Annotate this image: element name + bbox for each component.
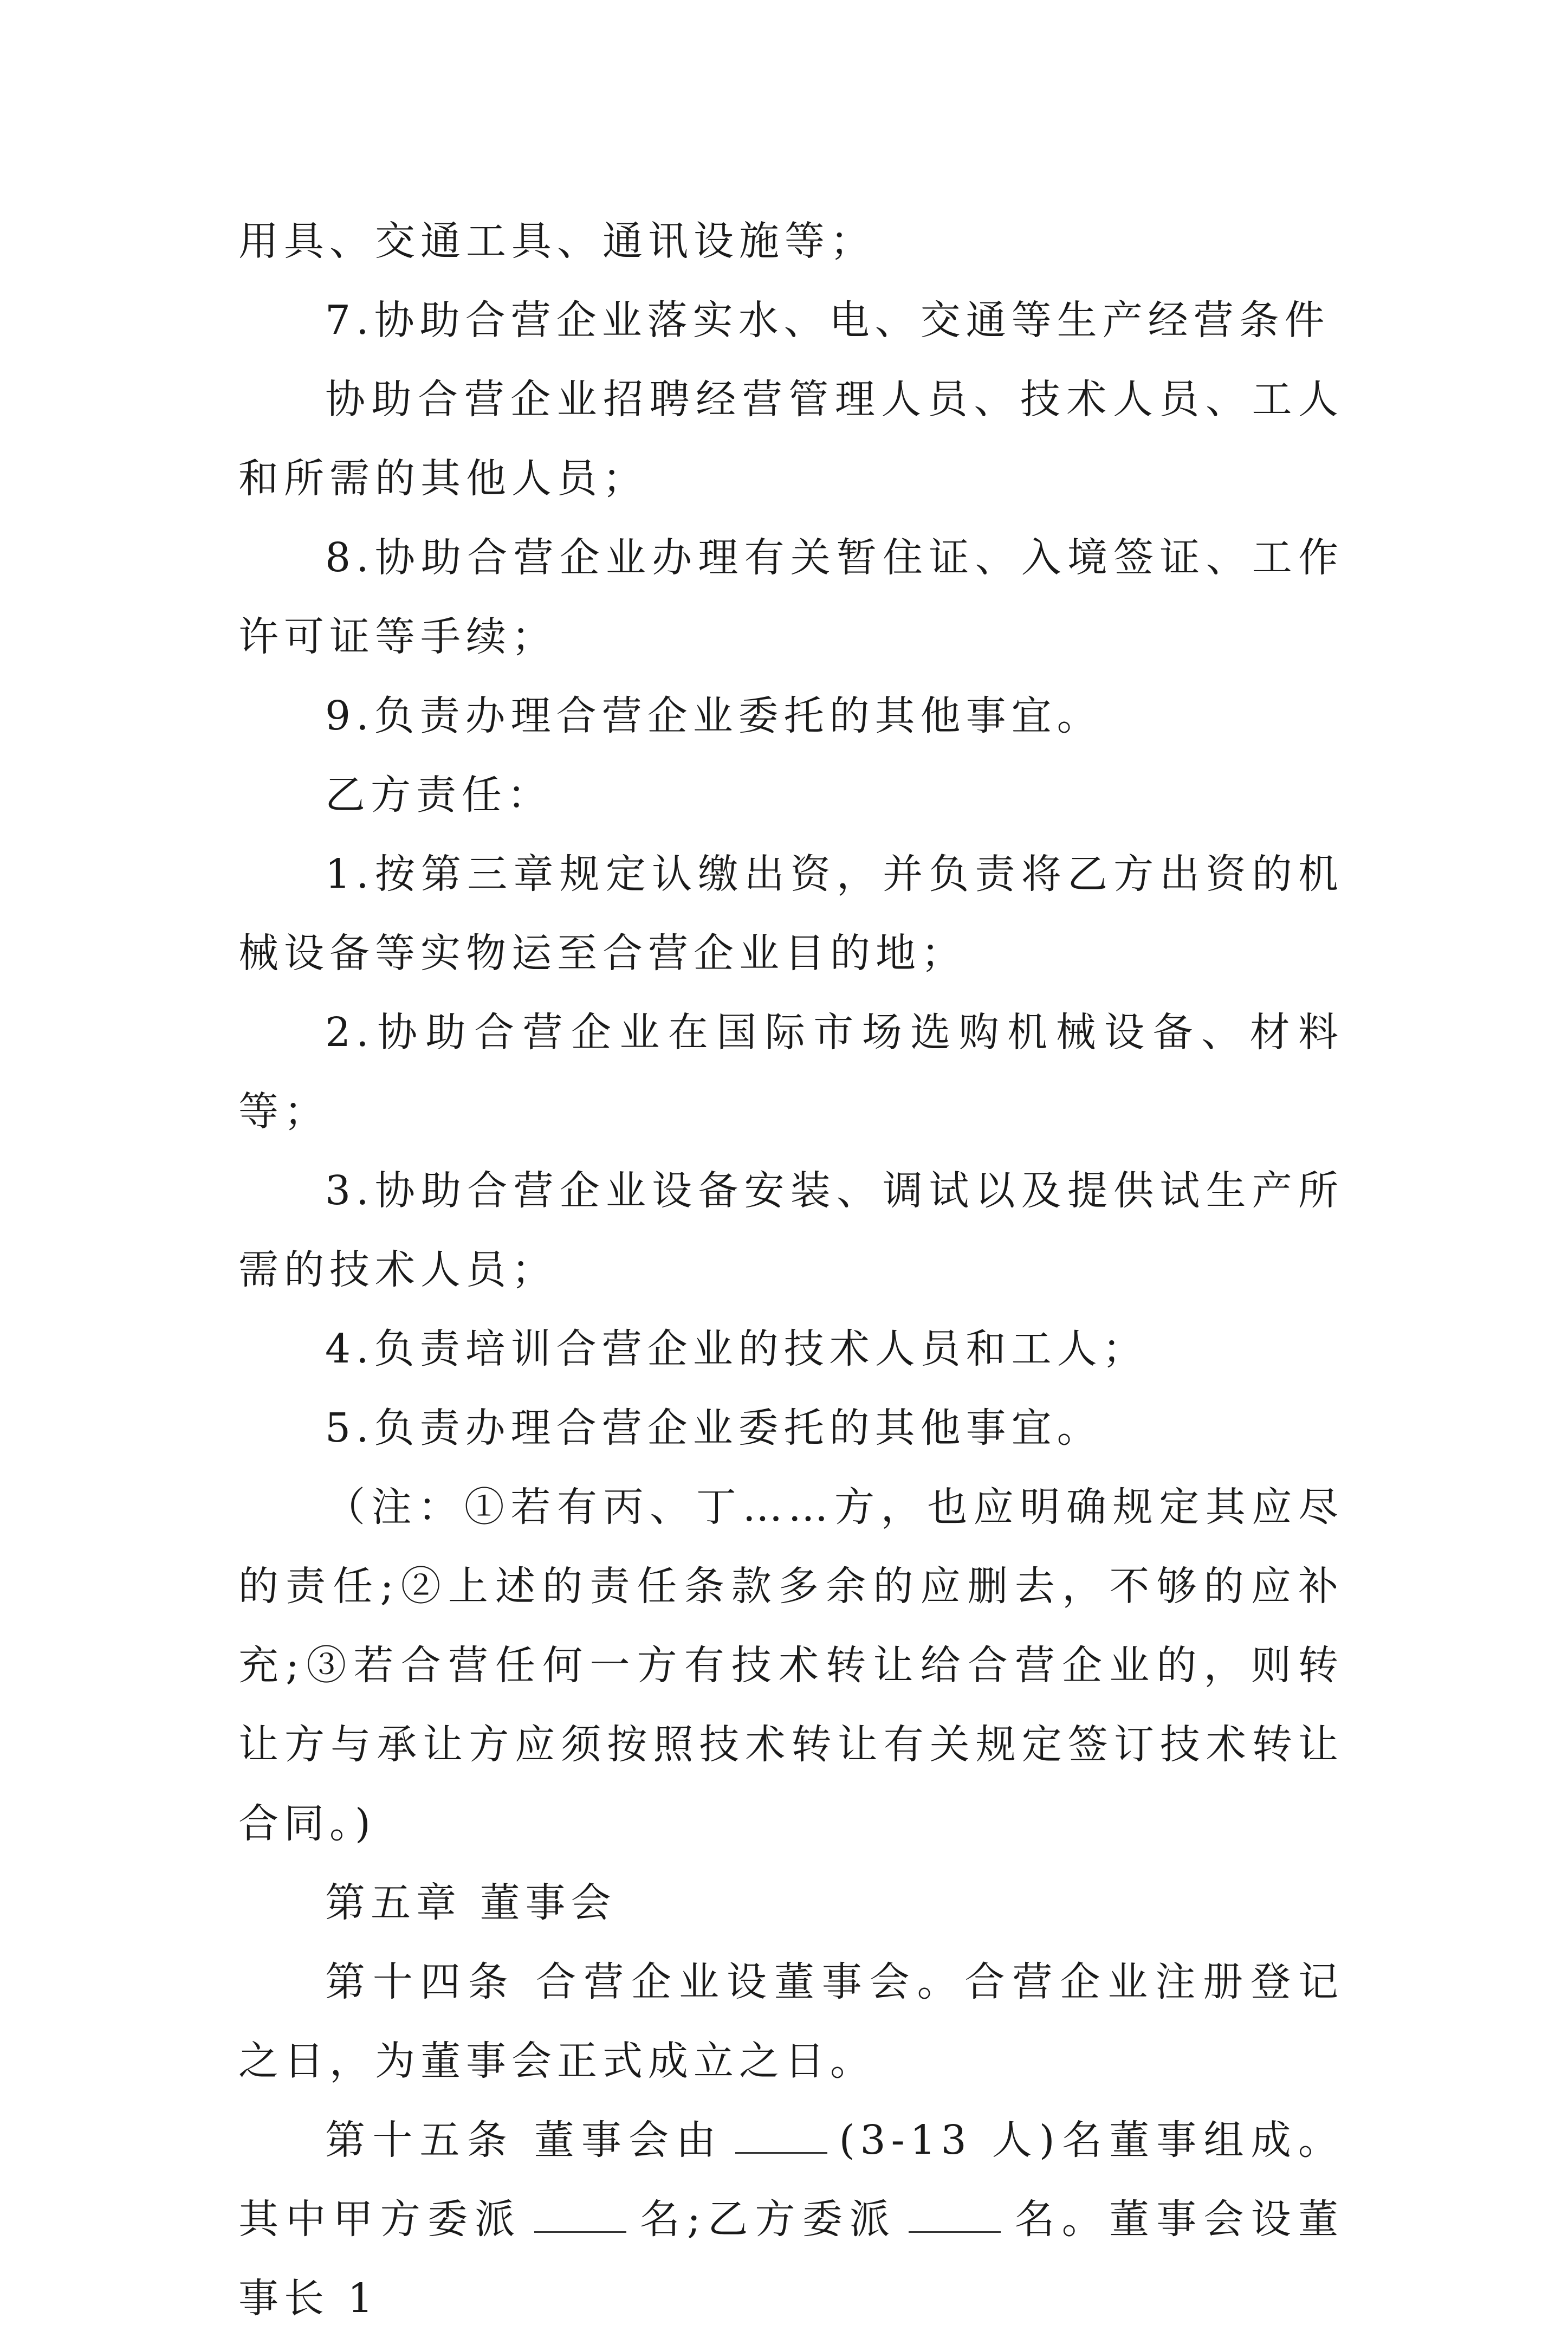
paragraph-2: 7.协助合营企业落实水、电、交通等生产经营条件 [325, 297, 1330, 344]
paragraph-7: 1.按第三章规定认缴出资，并负责将乙方出资的机械设备等实物运至合营企业目的地； [238, 851, 1344, 977]
blank-line [735, 2112, 827, 2154]
paragraph-11: 5.负责办理合营企业委托的其他事宜。 [325, 1405, 1103, 1451]
paragraph-1: 用具、交通工具、通讯设施等； [238, 218, 876, 264]
article-15 [238, 2101, 1344, 2338]
article-15-part-2: (3-13 人)名董事组成。其中甲方委派 [238, 2117, 1344, 2243]
paragraph-4: 8.协助合营企业办理有关暂住证、入境签证、工作许可证等手续； [238, 534, 1344, 660]
document-body [238, 202, 1344, 2338]
paragraph-3: 协助合营企业招聘经营管理人员、技术人员、工人和所需的其他人员； [238, 376, 1344, 502]
article-15-part-3: 名;乙方委派 [638, 2196, 897, 2243]
blank-line [909, 2191, 1001, 2233]
article-14: 第十四条 合营企业设董事会。合营企业注册登记之日，为董事会正式成立之日。 [238, 1959, 1344, 2084]
note-paragraph: （注：①若有丙、丁……方，也应明确规定其应尽的责任;②上述的责任条款多余的应删去，不够的应补充;③若合营任何一方有技术转让给合营企业的，则转让方与承让方应须按照技术转让有关规定签订技术转让合同。) [238, 1484, 1344, 1847]
blank-line [534, 2191, 626, 2233]
party-b-heading: 乙方责任： [325, 772, 553, 818]
article-15-part-4: 名。董事会设董事长 1 [238, 2196, 1344, 2322]
paragraph-10: 4.负责培训合营企业的技术人员和工人； [325, 1326, 1148, 1372]
paragraph-9: 3.协助合营企业设备安装、调试以及提供试生产所需的技术人员； [238, 1167, 1344, 1293]
article-15-part-1: 第十五条 董事会由 [325, 2117, 723, 2163]
paragraph-8: 2.协助合营企业在国际市场选购机械设备、材料等； [238, 1009, 1344, 1135]
chapter-heading: 第五章 董事会 [325, 1880, 617, 1926]
paragraph-5: 9.负责办理合营企业委托的其他事宜。 [325, 693, 1103, 739]
